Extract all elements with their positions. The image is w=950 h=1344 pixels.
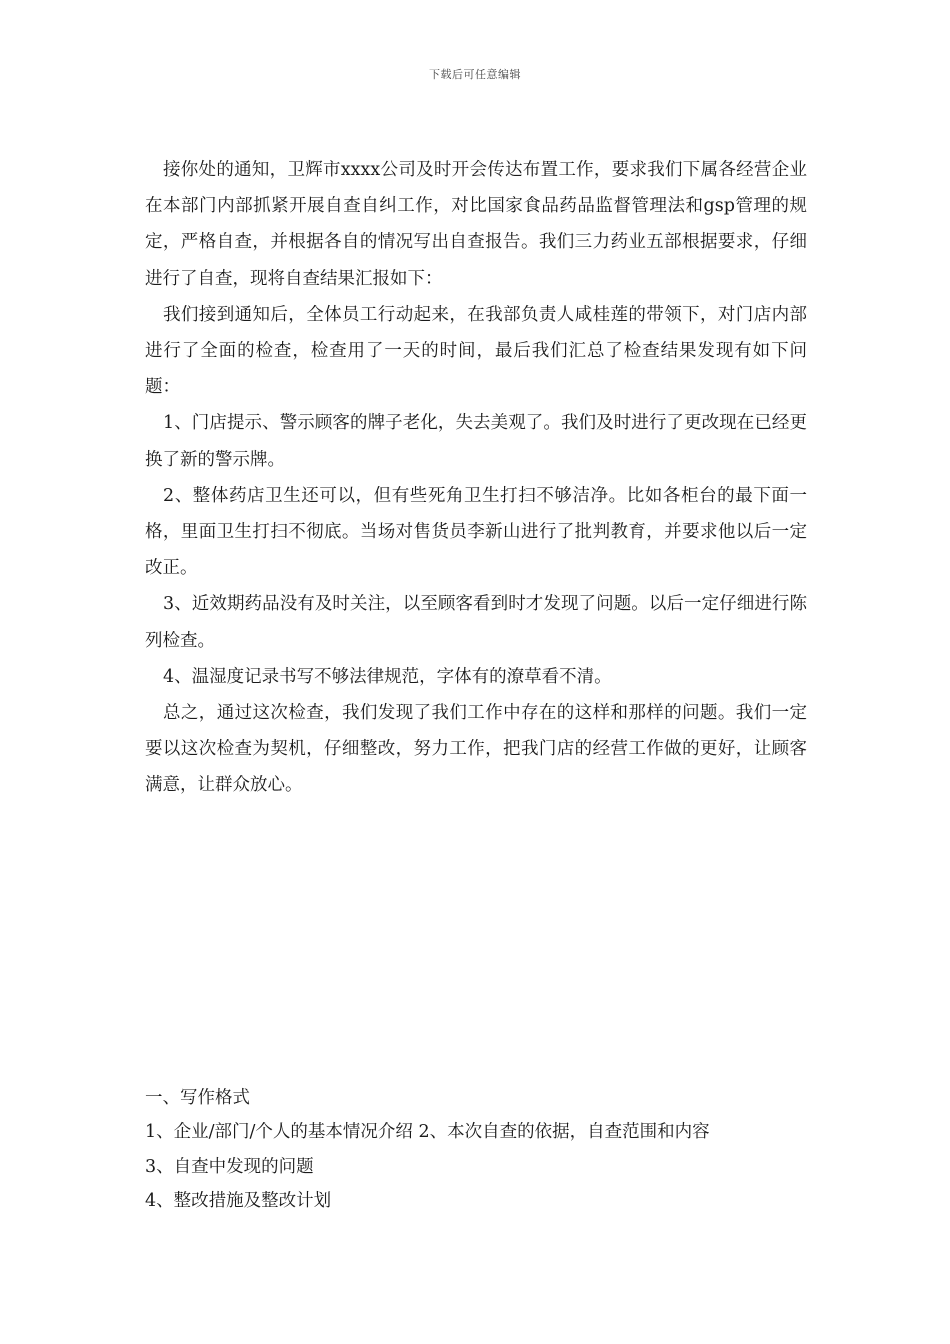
outline-line-2: 3、自查中发现的问题 [145, 1156, 314, 1177]
issue-item-1: 1、门店提示、警示顾客的牌子老化，失去美观了。我们及时进行了更改现在已经更换了新的警示牌。 [145, 413, 807, 470]
summary-paragraph: 总之，通过这次检查，我们发现了我们工作中存在的这样和那样的问题。我们一定要以这次检查为契机，仔细整改，努力工作，把我门店的经营工作做的更好，让顾客满意，让群众放心。 [145, 703, 807, 796]
outline-line-3: 4、整改措施及整改计划 [145, 1190, 332, 1211]
page-header-note: 下载后可任意编辑 [429, 68, 521, 81]
intro-paragraph: 接你处的通知，卫辉市xxxx公司及时开会传达布置工作，要求我们下属各经营企业在本部门内部抓紧开展自查自纠工作，对比国家食品药品监督管理法和gsp管理的规定，严格自查，并根据各自的情况写出自查报告。我们三力药业五部根据要求，仔细进行了自查，现将自查结果汇报如下： [145, 160, 807, 289]
inspection-paragraph: 我们接到通知后，全体员工行动起来，在我部负责人咸桂莲的带领下，对门店内部进行了全面的检查，检查用了一天的时间，最后我们汇总了检查结果发现有如下问题： [145, 304, 807, 398]
writing-format-outline [145, 1081, 845, 1218]
issue-item-2: 2、整体药店卫生还可以，但有些死角卫生打扫不够洁净。比如各柜台的最下面一格，里面卫生打扫不彻底。当场对售货员李新山进行了批判教育，并要求他以后一定改正。 [145, 485, 807, 579]
issue-item-3: 3、近效期药品没有及时关注，以至顾客看到时才发现了问题。以后一定仔细进行陈列检查。 [145, 594, 807, 651]
outline-heading: 一、写作格式 [145, 1088, 250, 1108]
report-body [145, 152, 807, 804]
issue-item-4: 4、温湿度记录书写不够法律规范，字体有的潦草看不清。 [163, 666, 612, 687]
outline-line-1: 1、企业/部门/个人的基本情况介绍 2、本次自查的依据，自查范围和内容 [145, 1122, 710, 1143]
